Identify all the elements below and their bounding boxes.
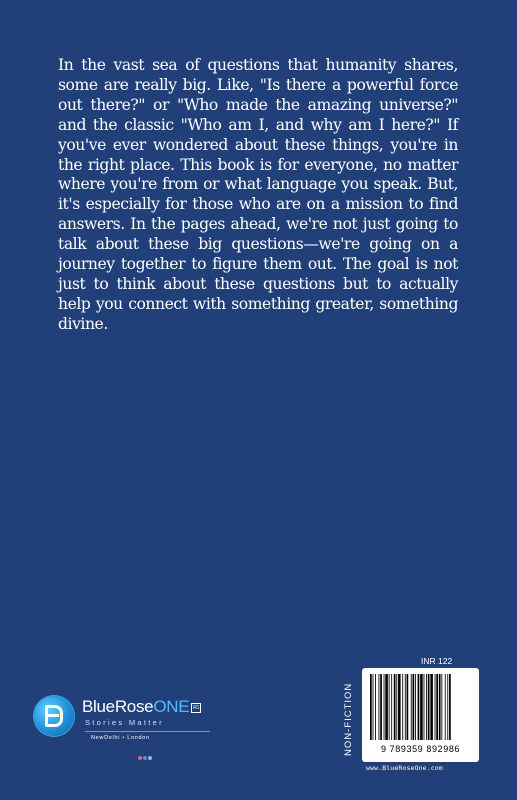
instagram-icon xyxy=(138,756,142,760)
publisher-website: www.BlueRoseOne.com xyxy=(366,764,443,772)
twitter-icon xyxy=(148,756,152,760)
social-icons xyxy=(138,745,153,750)
barcode-bars xyxy=(370,674,471,740)
publisher-logo xyxy=(34,688,244,758)
tagline-divider xyxy=(85,731,210,732)
isbn-number: 9 789359 892986 xyxy=(380,744,461,754)
price-label: INR 122 xyxy=(421,656,453,666)
genre-label: NON-FICTION xyxy=(343,682,354,756)
bluerose-b-icon xyxy=(34,696,74,736)
publisher-box-badge: R1 xyxy=(193,704,200,711)
back-cover-blurb: In the vast sea of questions that humanity shares, some are really big. Like, "Is there a powerful force out there?" or "Who made the amazing universe?" and the classic "Who am I, and why am I here?" If you've ever wondered about these things, you're in the right place. This book is for everyone, no matter where you're from or what language you speak. But, it's especially for those who are on a mission to find answers. In the pages ahead, we're not just going to talk about these big questions—we're going on a journey together to figure them out. The goal is not just to think about these questions but to actually help you connect with something greater, something divine. xyxy=(58,56,458,333)
publisher-name: BlueRoseONE R1 xyxy=(82,697,200,716)
isbn-barcode xyxy=(362,668,479,762)
publisher-locations: NewDelhi • London xyxy=(91,735,150,741)
facebook-icon xyxy=(143,756,147,760)
publisher-tagline: Stories Matter xyxy=(85,718,164,727)
